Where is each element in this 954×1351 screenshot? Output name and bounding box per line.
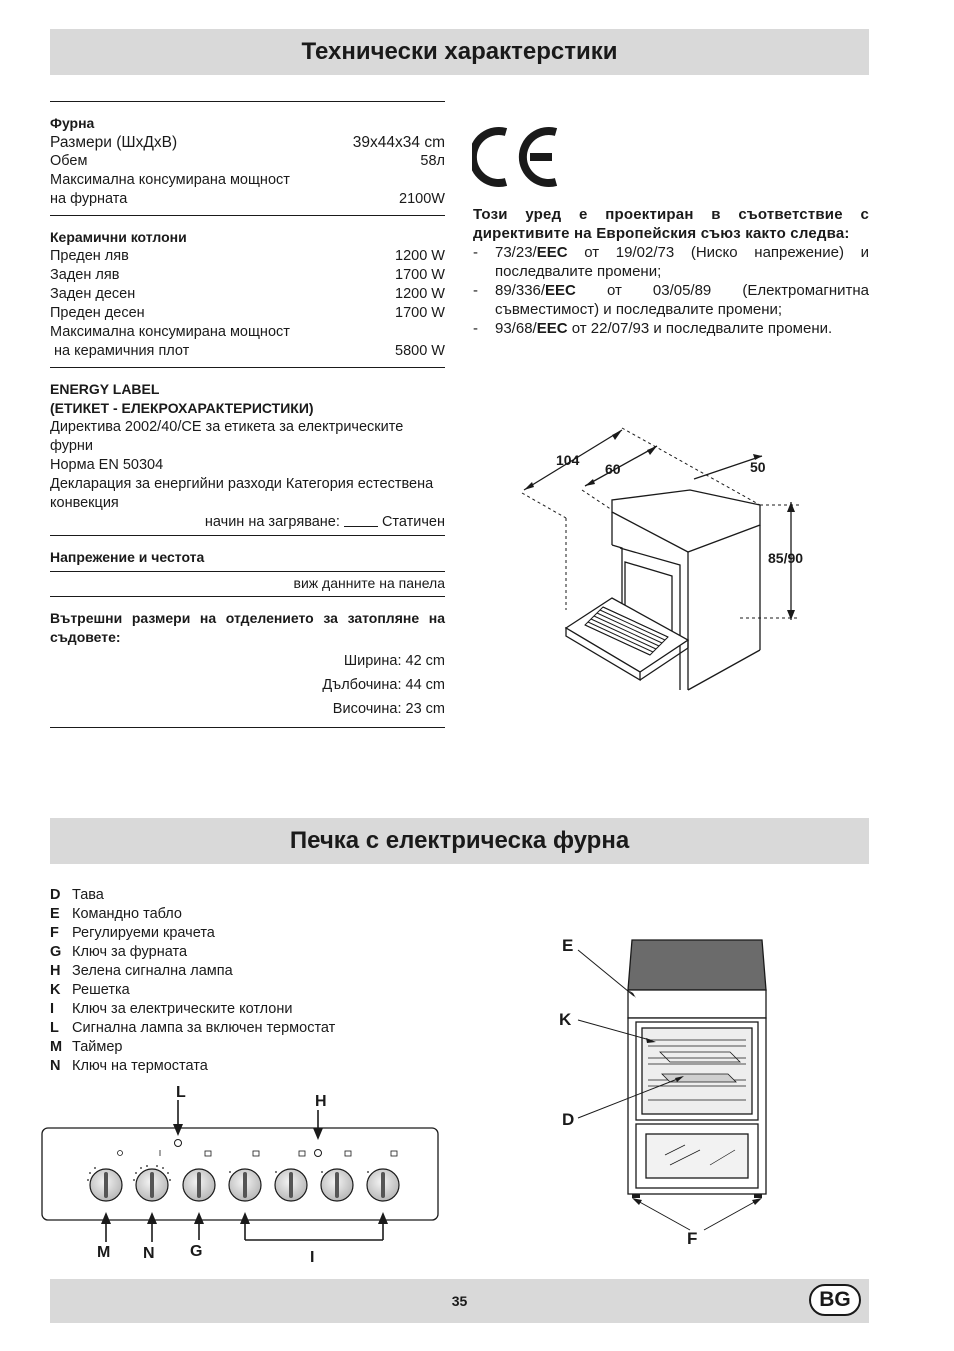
part-letter: H (50, 963, 61, 979)
oven-heading: Фурна (50, 115, 95, 131)
ce-intro: Този уред е проектиран в съответствие с директивите на Европейския съюз както следва: (473, 206, 869, 242)
hob-label: Заден десен (50, 286, 136, 302)
hob-power-label-1: Максимална консумирана мощност (50, 324, 290, 340)
dim-depth: 50 (750, 459, 766, 475)
list-item (50, 1057, 335, 1076)
list-item (50, 905, 335, 924)
inner-dims-section (50, 597, 445, 727)
hob-value: 1700 W (395, 267, 445, 283)
directive-text: от 03/05/89 (Електромагнитна съвместимост) и последвалите промени; (495, 282, 869, 318)
heating-row (50, 513, 445, 532)
list-item (473, 243, 869, 281)
list-item (50, 886, 335, 905)
energy-label-section (50, 368, 445, 535)
dim-height: 85/90 (768, 550, 804, 566)
part-text: Командно табло (72, 906, 182, 922)
stove-front-diagram (555, 930, 775, 1250)
oven-volume-label: Обем (50, 153, 88, 169)
part-text: Тава (72, 887, 104, 903)
section-title-stove: Печка с електрическа фурна (289, 827, 630, 854)
part-letter: L (50, 1020, 59, 1036)
dash: - (473, 282, 478, 299)
oven-dims-label: Размери (ШхДхВ) (50, 134, 178, 151)
hob-specs (50, 216, 445, 367)
inner-width: Ширина: 42 cm (343, 653, 445, 669)
heating-label: начин на загряване: (204, 514, 340, 530)
parts-legend (50, 886, 335, 1076)
hob-row (50, 304, 445, 323)
hob-power-row (50, 342, 445, 361)
oven-specs (50, 102, 445, 215)
directive-text: от 19/02/73 (Ниско напрежение) и последвалите промени; (495, 244, 869, 280)
dash: - (473, 320, 478, 337)
label-n: N (143, 1245, 155, 1262)
heating-value: Статичен (381, 514, 445, 530)
part-text: Решетка (72, 982, 130, 998)
control-panel-diagram (38, 1078, 442, 1268)
list-item (50, 1000, 335, 1019)
dash: - (473, 244, 478, 261)
list-item (50, 962, 335, 981)
oven-power-row (50, 190, 445, 209)
label-l: L (176, 1084, 186, 1101)
part-letter: I (50, 1001, 55, 1017)
hob-heading: Керамични котлони (50, 229, 187, 245)
label-k: K (559, 1010, 572, 1029)
hob-value: 1200 W (395, 248, 445, 264)
page-number: 35 (451, 1293, 468, 1309)
part-text: Зелена сигнална лампа (72, 963, 233, 979)
hob-row (50, 247, 445, 266)
hob-label: Преден ляв (50, 248, 129, 264)
label-f: F (687, 1229, 698, 1248)
energy-heading-1: ENERGY LABEL (50, 381, 160, 397)
inner-depth: Дълбочина: 44 cm (322, 677, 445, 693)
dimension-diagram (510, 420, 830, 695)
section-header-specs (50, 29, 869, 75)
page-footer (50, 1279, 869, 1323)
directive-eec: EEC (545, 282, 576, 299)
dim-width: 60 (605, 461, 621, 477)
part-text: Таймер (72, 1039, 123, 1055)
label-h: H (315, 1093, 327, 1110)
hob-value: 1200 W (395, 286, 445, 302)
oven-volume-row (50, 152, 445, 171)
directive-number: 93/68/ (495, 320, 537, 337)
list-item (50, 924, 335, 943)
part-letter: F (50, 925, 59, 941)
part-letter: G (50, 944, 62, 960)
directive-number: 89/336/ (495, 282, 546, 299)
part-letter: M (50, 1039, 63, 1055)
label-e: E (562, 936, 574, 955)
list-item (50, 1038, 335, 1057)
inner-height: Височина: 23 cm (332, 701, 445, 717)
directive-eec: EEC (536, 244, 568, 261)
part-text: Сигнална лампа за включен термостат (72, 1020, 336, 1036)
energy-norm: Норма EN 50304 (50, 457, 164, 473)
oven-power-label-1: Максимална консумирана мощност (50, 172, 290, 188)
part-letter: D (50, 887, 61, 903)
section-title-specs: Технически характерстики (301, 38, 618, 65)
label-g: G (190, 1243, 203, 1260)
list-item (50, 981, 335, 1000)
oven-power-label-2: на фурната (50, 191, 128, 207)
part-text: Ключ на термостата (72, 1058, 208, 1074)
energy-directive: Директива 2002/40/CE за етикета за електрическите фурни (50, 419, 404, 454)
list-item (50, 1019, 335, 1038)
part-text: Регулируеми крачета (72, 925, 215, 941)
hob-value: 1700 W (395, 305, 445, 321)
language-badge: BG (809, 1284, 861, 1316)
part-letter: K (50, 982, 61, 998)
hob-row (50, 285, 445, 304)
ce-directive-list (473, 243, 869, 338)
section-header-stove (50, 818, 869, 864)
ce-compliance-text (473, 205, 869, 338)
energy-heading-2: (ЕТИКЕТ - ЕЛЕКРОХАРАКТЕРИСТИКИ) (50, 400, 314, 416)
hob-power-label-2: на керамичния плот (50, 343, 190, 359)
part-letter: E (50, 906, 60, 922)
oven-power-value: 2100W (399, 191, 445, 207)
divider (50, 727, 445, 728)
part-text: Ключ за електрическите котлони (72, 1001, 293, 1017)
voltage-value: виж данните на панела (293, 575, 445, 591)
hob-row (50, 266, 445, 285)
dim-width-outer: 104 (556, 452, 580, 468)
specs-table (50, 101, 445, 728)
inner-heading: Вътрешни размери на отделението за затопляне на съдовете: (50, 610, 445, 645)
oven-volume-value: 58л (420, 153, 445, 169)
voltage-section (50, 536, 445, 571)
list-item (473, 281, 869, 319)
hob-power-value: 5800 W (395, 343, 445, 359)
energy-declaration: Декларация за енергийни разходи Категория естествена конвекция (50, 476, 434, 511)
list-item (50, 943, 335, 962)
directive-number: 73/23/ (495, 244, 537, 261)
ce-mark-logo (472, 124, 562, 190)
list-item (473, 319, 869, 338)
directive-text: от 22/07/93 и последвалите промени. (567, 320, 833, 337)
part-text: Ключ за фурната (72, 944, 188, 960)
directive-eec: EEC (536, 320, 568, 337)
oven-dims-row (50, 133, 445, 152)
blank-line (344, 514, 378, 527)
hob-label: Преден десен (50, 305, 145, 321)
oven-dims-value: 39x44x34 cm (352, 134, 445, 151)
hob-label: Заден ляв (50, 267, 120, 283)
label-m: M (97, 1244, 111, 1261)
label-d: D (562, 1110, 575, 1129)
voltage-heading: Напрежение и честота (50, 549, 205, 565)
label-i: I (310, 1249, 315, 1266)
part-letter: N (50, 1058, 61, 1074)
